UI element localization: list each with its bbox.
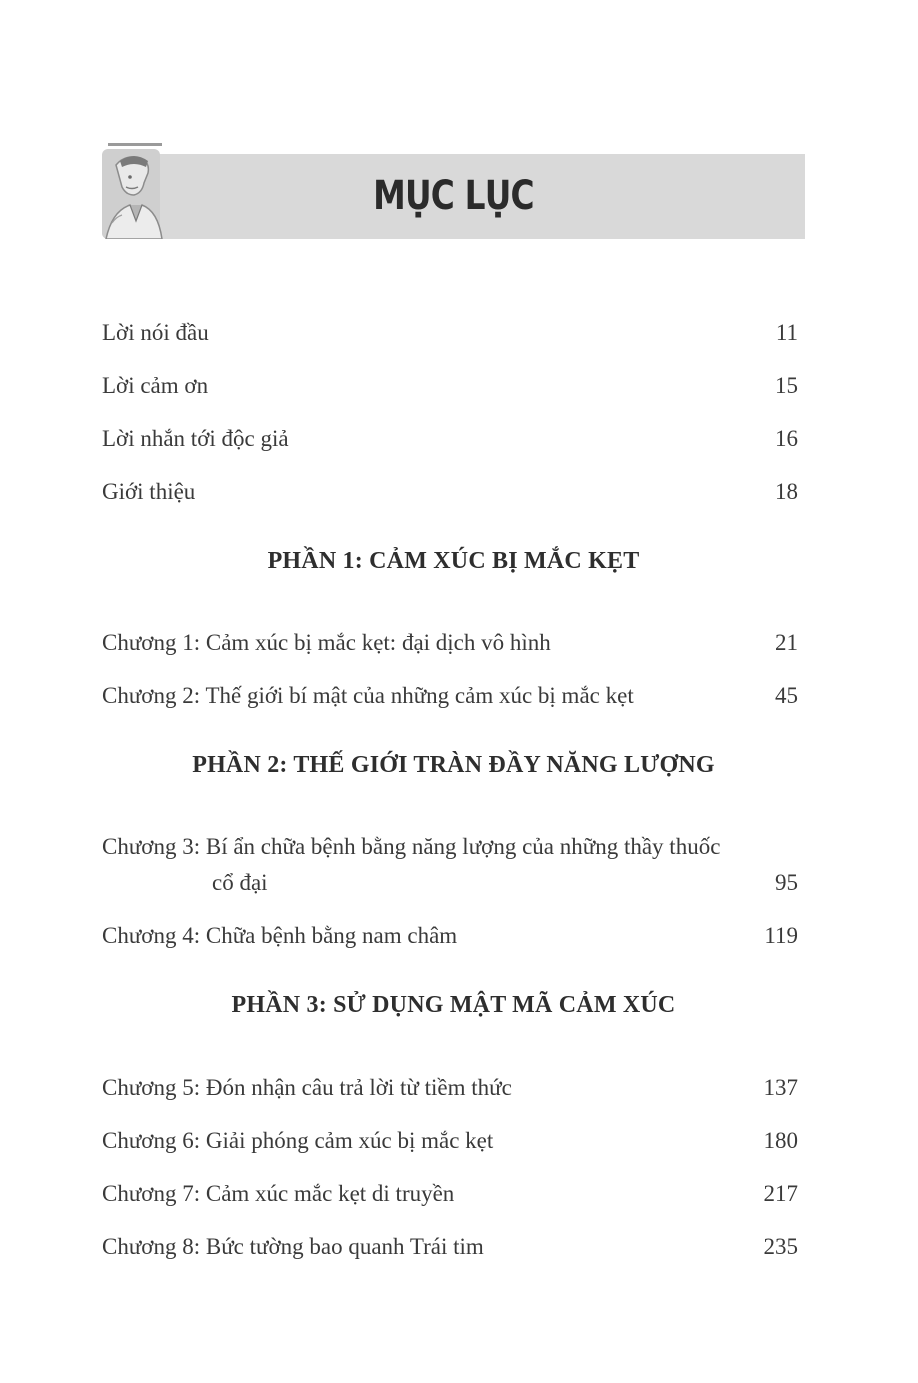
toc-entry-label: Lời cảm ơn xyxy=(102,373,209,398)
toc-entry-label: Chương 4: Chữa bệnh bằng nam châm xyxy=(102,923,458,948)
man-portrait-icon xyxy=(102,143,164,239)
toc-entry-label-line1: Chương 3: Bí ẩn chữa bệnh bằng năng lượng của những thầy thuốc xyxy=(102,834,721,859)
toc-entry[interactable] xyxy=(102,832,798,898)
toc-entry-page: 15 xyxy=(775,373,798,398)
toc-entry-label xyxy=(102,832,762,898)
toc-entry-label: Chương 2: Thế giới bí mật của những cảm xúc bị mắc kẹt xyxy=(102,683,634,708)
toc-entry-page: 21 xyxy=(775,630,798,655)
toc-entry-page: 45 xyxy=(775,683,798,708)
part-heading: PHẦN 2: THẾ GIỚI TRÀN ĐẦY NĂNG LƯỢNG xyxy=(192,752,715,778)
toc-entry-label: Chương 6: Giải phóng cảm xúc bị mắc kẹt xyxy=(102,1128,494,1153)
toc-entry-page: 180 xyxy=(763,1128,798,1153)
part-heading: PHẦN 1: CẢM XÚC BỊ MẮC KẸT xyxy=(267,548,640,574)
title-banner xyxy=(102,154,805,239)
toc-entry-page: 95 xyxy=(775,870,798,895)
toc-entry-label: Lời nhắn tới độc giả xyxy=(102,426,289,451)
toc-entry-label-line2: cổ đại xyxy=(212,870,268,895)
toc-entry-page: 16 xyxy=(775,426,798,451)
toc-entry-label: Chương 1: Cảm xúc bị mắc kẹt: đại dịch vô hình xyxy=(102,630,551,655)
toc-entry-page: 119 xyxy=(764,923,798,948)
toc-entry-label: Chương 8: Bức tường bao quanh Trái tim xyxy=(102,1234,484,1259)
toc-entry-page: 11 xyxy=(775,320,798,345)
toc-entry-label: Giới thiệu xyxy=(102,479,196,504)
part-heading: PHẦN 3: SỬ DỤNG MẬT MÃ CẢM XÚC xyxy=(231,992,676,1018)
toc-entry-label: Chương 5: Đón nhận câu trả lời từ tiềm thức xyxy=(102,1075,512,1100)
toc-entry-page: 18 xyxy=(775,479,798,504)
toc-entry-label: Lời nói đầu xyxy=(102,320,209,345)
toc-entry-page: 217 xyxy=(763,1181,798,1206)
toc-entry-label: Chương 7: Cảm xúc mắc kẹt di truyền xyxy=(102,1181,455,1206)
toc-entry-page: 235 xyxy=(763,1234,798,1259)
page-title: MỤC LỤC xyxy=(373,173,534,219)
toc-entry-page: 137 xyxy=(763,1075,798,1100)
